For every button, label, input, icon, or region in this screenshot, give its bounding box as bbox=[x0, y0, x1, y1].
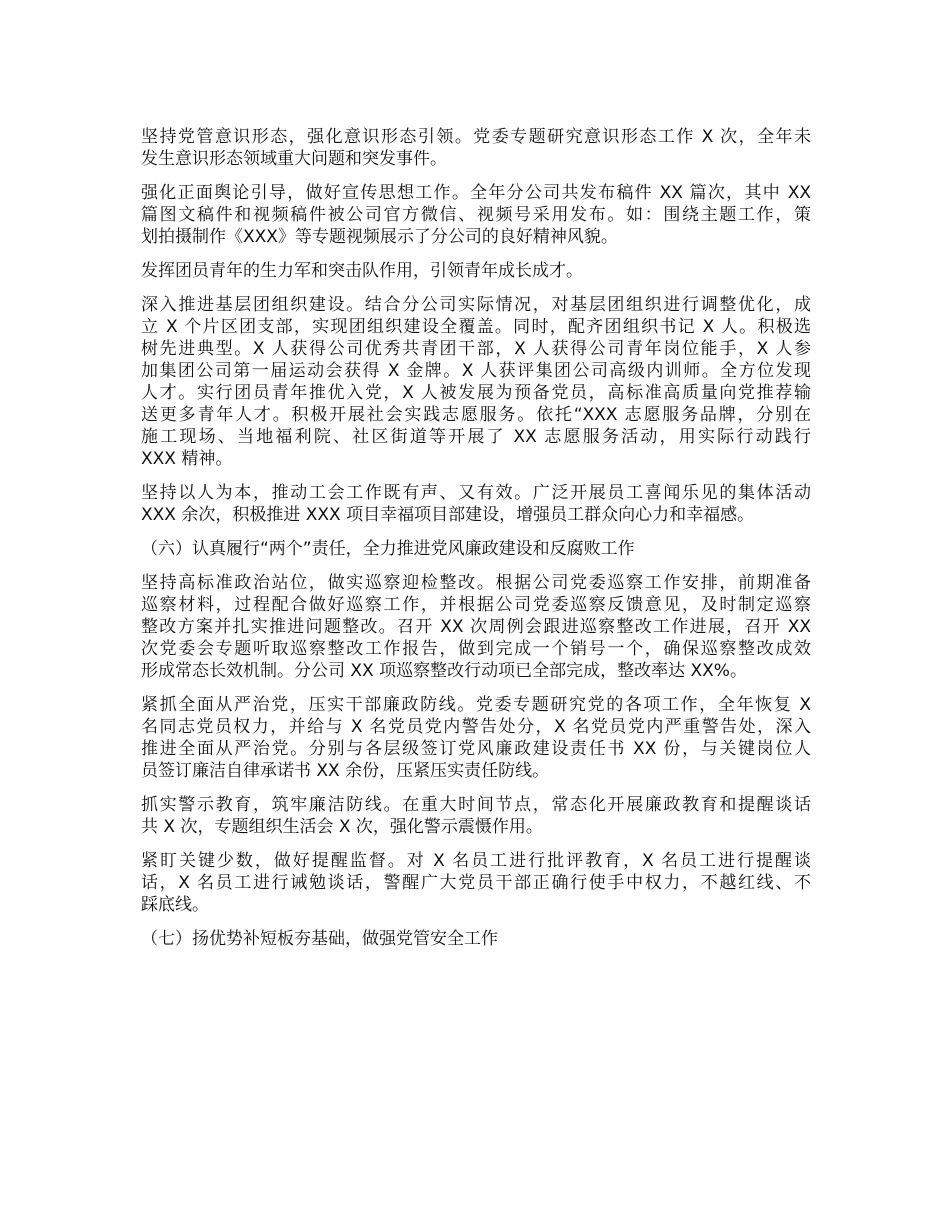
text-line: 紧抓全面从严治党，压实干部廉政防线。党委专题研究党的各项工作，全年恢复 X bbox=[141, 695, 811, 715]
text-line: 紧盯关键少数，做好提醒监督。对 X 名员工进行批评教育，X 名员工进行提醒谈 bbox=[141, 851, 811, 871]
text-line: 话，X 名员工进行诫勉谈话，警醒广大党员干部正确行使手中权力，不越红线、不 bbox=[141, 873, 811, 893]
text-line: XXX 余次，积极推进 XXX 项目幸福项目部建设，增强员工群众向心力和幸福感。 bbox=[141, 505, 755, 525]
text-line: 坚持以人为本，推动工会工作既有声、又有效。广泛开展员工喜闻乐见的集体活动 bbox=[141, 483, 811, 503]
text-line: 踩底线。 bbox=[141, 895, 209, 915]
section-heading bbox=[141, 928, 811, 950]
paragraph bbox=[141, 850, 811, 916]
paragraph bbox=[141, 126, 811, 170]
paragraph bbox=[141, 482, 811, 526]
text-line: 深入推进基层团组织建设。结合分公司实际情况，对基层团组织进行调整优化，成 bbox=[141, 295, 811, 315]
text-line: 强化正面舆论引导，做好宣传思想工作。全年分公司共发布稿件 XX 篇次，其中 XX bbox=[141, 183, 811, 203]
text-line: 划拍摄制作《XXX》等专题视频展示了分公司的良好精神风貌。 bbox=[141, 227, 618, 247]
text-line: 树先进典型。X 人获得公司优秀共青团干部，X 人获得公司青年岗位能手，X 人参 bbox=[141, 339, 811, 359]
paragraph bbox=[141, 794, 811, 838]
paragraph bbox=[141, 294, 811, 470]
text-line: 巡察材料，过程配合做好巡察工作，并根据公司党委巡察反馈意见，及时制定巡察 bbox=[141, 595, 811, 615]
text-line: 坚持高标准政治站位，做实巡察迎检整改。根据公司党委巡察工作安排，前期准备 bbox=[141, 573, 811, 593]
text-line: 共 X 次，专题组织生活会 X 次，强化警示震慑作用。 bbox=[141, 817, 543, 837]
text-line: （六）认真履行“两个”责任，全力推进党风廉政建设和反腐败工作 bbox=[141, 539, 635, 559]
text-line: 送更多青年人才。积极开展社会实践志愿服务。依托“XXX 志愿服务品牌，分别在 bbox=[141, 405, 811, 425]
section-heading bbox=[141, 538, 811, 560]
text-line: 篇图文稿件和视频稿件被公司官方微信、视频号采用发布。如：围绕主题工作，策 bbox=[141, 205, 811, 225]
text-line: 发生意识形态领域重大问题和突发事件。 bbox=[141, 149, 447, 169]
text-line: 形成常态长效机制。分公司 XX 项巡察整改行动项已全部完成，整改率达 XX%。 bbox=[141, 661, 747, 681]
text-line: 次党委会专题听取巡察整改工作报告，做到完成一个销号一个，确保巡察整改成效 bbox=[141, 639, 811, 659]
text-line: 名同志党员权力，并给与 X 名党员党内警告处分，X 名党员党内严重警告处，深入 bbox=[141, 717, 811, 737]
text-line: 立 X 个片区团支部，实现团组织建设全覆盖。同时，配齐团组织书记 X 人。积极选 bbox=[141, 317, 811, 337]
text-line: 整改方案并扎实推进问题整改。召开 XX 次周例会跟进巡察整改工作进展，召开 XX bbox=[141, 617, 811, 637]
paragraph bbox=[141, 182, 811, 248]
text-line: 加集团公司第一届运动会获得 X 金牌。X 人获评集团公司高级内训师。全方位发现 bbox=[141, 361, 811, 381]
paragraph bbox=[141, 572, 811, 682]
text-line: 发挥团员青年的生力军和突击队作用，引领青年成长成才。 bbox=[141, 261, 583, 281]
text-line: 推进全面从严治党。分别与各层级签订党风廉政建设责任书 XX 份，与关键岗位人 bbox=[141, 739, 811, 759]
paragraph bbox=[141, 694, 811, 782]
text-line: 施工现场、当地福利院、社区街道等开展了 XX 志愿服务活动，用实际行动践行 bbox=[141, 427, 811, 447]
paragraph bbox=[141, 260, 811, 282]
text-line: 人才。实行团员青年推优入党，X 人被发展为预备党员，高标准高质量向党推荐输 bbox=[141, 383, 811, 403]
document-page bbox=[141, 126, 811, 962]
text-line: 抓实警示教育，筑牢廉洁防线。在重大时间节点，常态化开展廉政教育和提醒谈话 bbox=[141, 795, 811, 815]
text-line: 坚持党管意识形态，强化意识形态引领。党委专题研究意识形态工作 X 次，全年未 bbox=[141, 127, 811, 147]
text-line: XXX 精神。 bbox=[141, 449, 233, 469]
text-line: 员签订廉洁自律承诺书 XX 余份，压紧压实责任防线。 bbox=[141, 761, 550, 781]
text-line: （七）扬优势补短板夯基础，做强党管安全工作 bbox=[141, 929, 498, 949]
